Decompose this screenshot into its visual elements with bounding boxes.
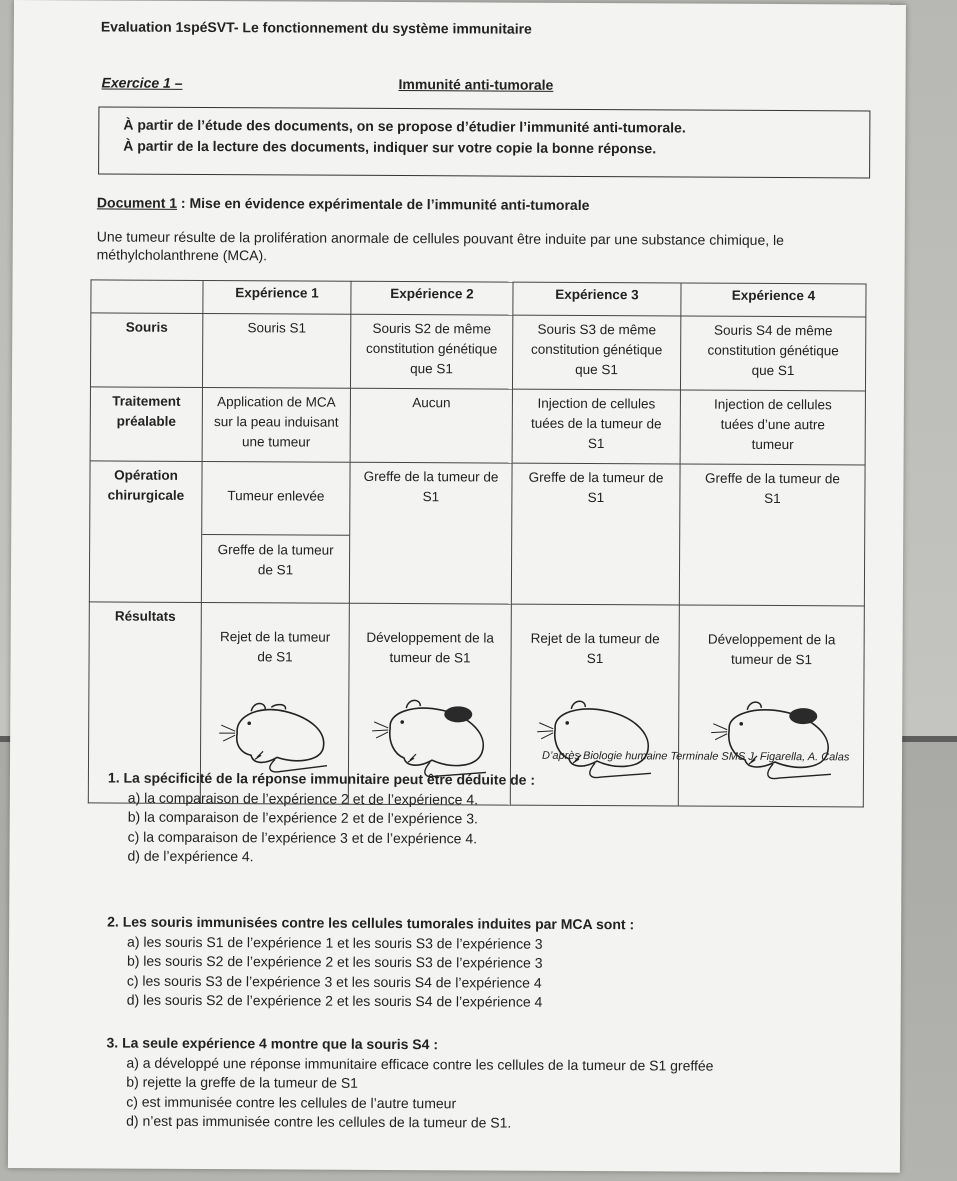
table-cell: Souris S4 de même constitution génétique que S1	[680, 316, 865, 391]
header-cell: Expérience 4	[681, 283, 866, 317]
document-heading	[97, 194, 590, 213]
header-cell: Expérience 3	[513, 282, 681, 316]
table-row	[89, 461, 865, 606]
mouse-healthy-illustration	[530, 695, 658, 782]
mouse-tumor-illustration	[365, 694, 493, 781]
answer-option: a) la comparaison de l’expérience 2 et de l’expérience 4.	[127, 789, 479, 807]
result-text: Rejet de la tumeur de S1	[219, 629, 331, 665]
answer-option: c) est immunisée contre les cellules de l’autre tumeur	[126, 1093, 457, 1111]
result-text: Développement de la tumeur de S1	[707, 631, 836, 668]
instructions-line-2: À partir de la lecture des documents, indiquer sur votre copie la bonne réponse.	[123, 137, 657, 157]
result-cell	[678, 605, 864, 807]
answer-option: d) de l’expérience 4.	[127, 847, 254, 865]
table-cell: Application de MCA sur la peau induisant une tumeur	[202, 387, 350, 462]
question-stem: 3. La seule expérience 4 montre que la souris S4 :	[106, 1034, 439, 1053]
table-cell: Injection de cellules tuées de la tumeur de S1	[512, 389, 680, 464]
table-header-row	[91, 280, 866, 317]
answer-option: b) la comparaison de l’expérience 2 et de l’expérience 3.	[127, 808, 478, 827]
table-cell: Souris S1	[202, 313, 350, 388]
table-cell: Greffe de la tumeur de S1	[511, 463, 680, 605]
answer-option: d) n’est pas immunisée contre les cellules de la tumeur de S1.	[126, 1112, 512, 1131]
table-row	[90, 387, 865, 465]
experiment-table	[88, 279, 867, 807]
row-label-traitement: Traitement préalable	[90, 387, 202, 462]
table-cell: Greffe de la tumeur de S1	[349, 462, 512, 604]
answer-option: a) a développé une réponse immunitaire efficace contre les cellules de la tumeur de S1 greffée	[126, 1054, 714, 1074]
question-stem: 2. Les souris immunisées contre les cellules tumorales induites par MCA sont :	[107, 913, 635, 933]
header-cell: Expérience 2	[351, 281, 513, 315]
instructions-box	[98, 106, 870, 178]
answer-option: b) rejette la greffe de la tumeur de S1	[126, 1073, 359, 1091]
exam-sheet	[8, 0, 906, 1173]
table-cell: Souris S2 de même constitution génétique que S1	[350, 314, 512, 389]
answer-option: c) les souris S3 de l’expérience 3 et les souris S4 de l’expérience 4	[126, 972, 542, 991]
table-cell: Injection de cellules tuées d’une autre tumeur	[680, 390, 865, 465]
mouse-healthy-illustration	[214, 693, 334, 776]
document-title: : Mise en évidence expérimentale de l’immunité anti-tumorale	[177, 194, 590, 214]
source-citation: D’après Biologie humaine Terminale SMS J. Figarella, A. Calas	[542, 749, 850, 764]
question-1	[107, 769, 535, 869]
row-label-resultats: Résultats	[88, 602, 201, 804]
table-row	[90, 313, 865, 391]
table-cell-split	[201, 461, 350, 603]
result-text: Développement de la tumeur de S1	[366, 629, 495, 666]
answer-option: c) la comparaison de l’expérience 3 et de l’expérience 4.	[127, 828, 478, 846]
instructions-line-1: À partir de l’étude des documents, on se propose d’étudier l’immunité anti-tumorale.	[123, 116, 686, 136]
document-label: Document 1	[96, 194, 178, 211]
header-cell	[91, 280, 203, 314]
page-title: Evaluation 1spéSVT- Le fonctionnement du système immunitaire	[100, 18, 532, 37]
mouse-tumor-illustration	[703, 696, 839, 783]
operation-step-2: Greffe de la tumeur de S1	[202, 534, 349, 581]
exercise-subtitle: Immunité anti-tumorale	[398, 76, 554, 93]
answer-option: a) les souris S1 de l’expérience 1 et les souris S3 de l’expérience 3	[127, 933, 543, 952]
row-label-operation: Opération chirurgicale	[89, 461, 202, 603]
operation-step-1: Tumeur enlevée	[227, 488, 325, 504]
table-cell: Aucun	[350, 388, 512, 463]
result-cell	[510, 604, 679, 806]
document-text-2: méthylcholanthrene (MCA).	[96, 246, 268, 264]
table-cell: Greffe de la tumeur de S1	[679, 464, 865, 606]
exercise-label: Exercice 1 –	[101, 74, 183, 91]
table-cell: Souris S3 de même constitution génétique que S1	[512, 315, 680, 390]
question-2	[107, 913, 634, 1013]
document-text-1: Une tumeur résulte de la prolifération anormale de cellules pouvant être induite par une substance chimique, le	[96, 228, 784, 249]
question-3	[106, 1033, 714, 1134]
question-stem: 1. La spécificité de la réponse immunitaire peut être déduite de :	[107, 769, 536, 788]
header-cell: Expérience 1	[203, 280, 351, 314]
result-text: Rejet de la tumeur de S1	[530, 630, 660, 667]
answer-option: b) les souris S2 de l’expérience 2 et les souris S3 de l’expérience 3	[126, 952, 543, 971]
answer-option: d) les souris S2 de l’expérience 2 et les souris S4 de l’expérience 4	[126, 991, 543, 1010]
row-label-souris: Souris	[90, 313, 202, 388]
